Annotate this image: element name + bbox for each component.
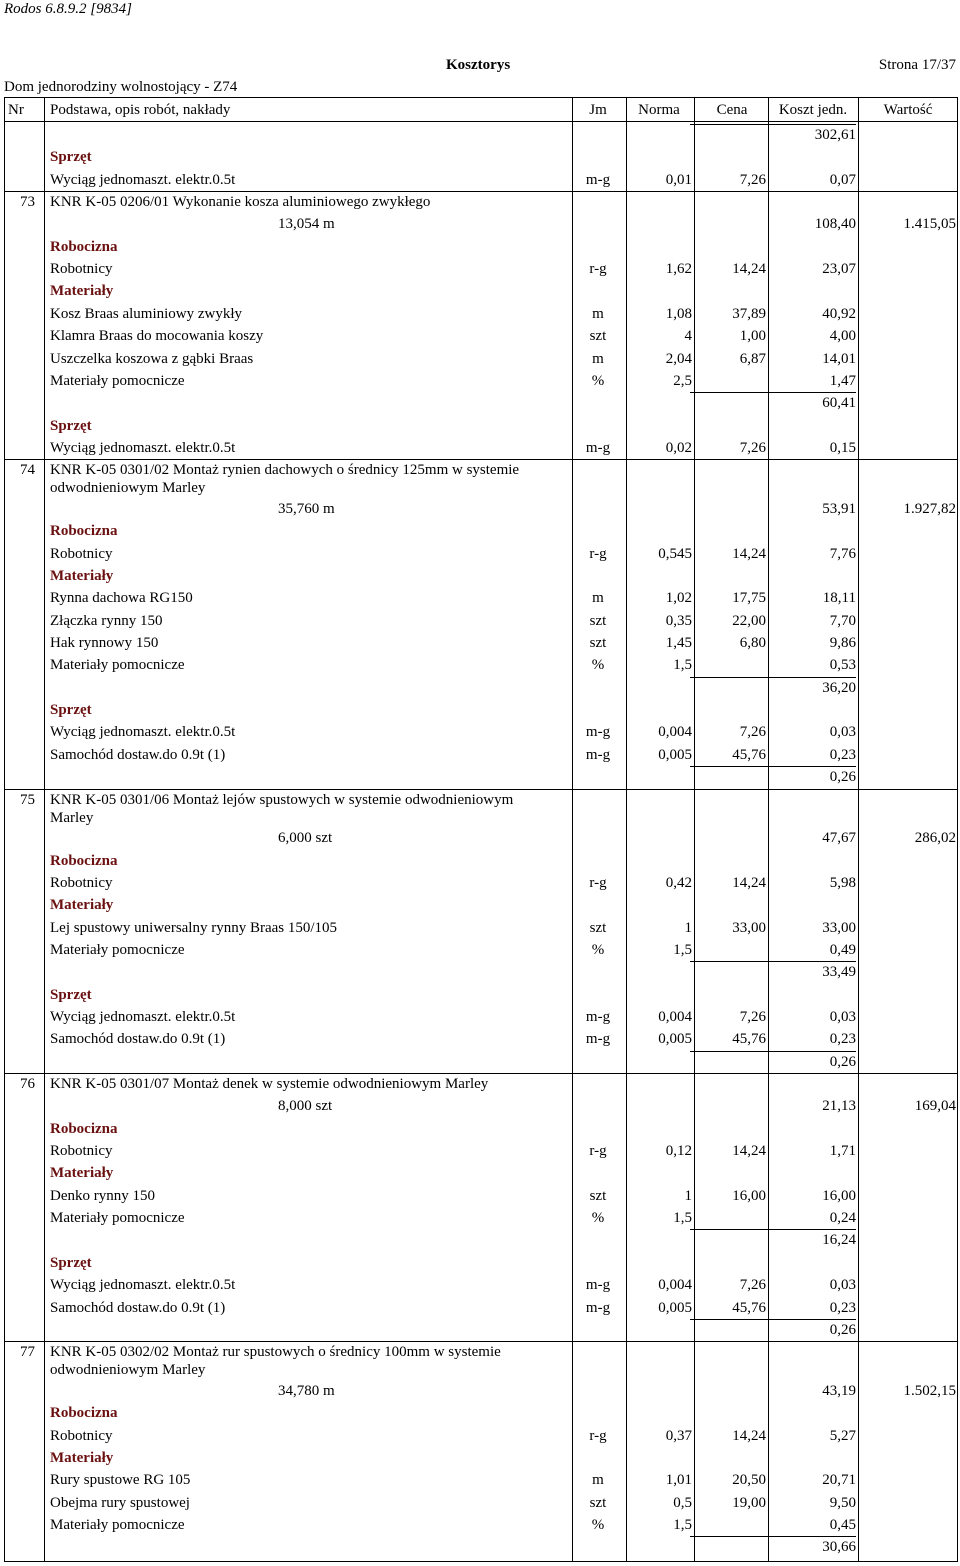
section-label: Robocizna	[50, 1121, 118, 1137]
item-cena: 33,00	[732, 920, 766, 936]
item-desc: Robotnicy	[50, 1143, 113, 1159]
item-cena: 22,00	[732, 613, 766, 629]
item-koszt: 0,03	[829, 724, 856, 740]
table-row	[0, 348, 960, 370]
item-desc: Wyciąg jednomaszt. elektr.0.5t	[50, 1009, 236, 1025]
subtotal-rule	[690, 961, 856, 962]
item-koszt: 0,24	[829, 1210, 856, 1226]
table-row	[0, 1469, 960, 1491]
quantity-row	[0, 1380, 960, 1402]
subtotal-row	[0, 961, 960, 983]
item-jm: m-g	[585, 724, 611, 740]
item-desc: Materiały pomocnicze	[50, 942, 185, 958]
item-koszt: 7,70	[829, 613, 856, 629]
item-jm: m-g	[585, 440, 611, 456]
section-label: Sprzęt	[50, 149, 92, 165]
item-koszt: 5,27	[829, 1428, 856, 1444]
item-norma: 0,005	[658, 1300, 692, 1316]
item-norma: 1,5	[673, 942, 692, 958]
item-jm: %	[591, 373, 605, 389]
section-row	[0, 520, 960, 542]
item-koszt: 18,11	[822, 590, 856, 606]
item-norma: 0,005	[658, 1031, 692, 1047]
item-cena: 20,50	[732, 1472, 766, 1488]
position-desc-cont: odwodnieniowym Marley	[50, 480, 206, 496]
col-norma: Norma	[638, 102, 680, 118]
item-koszt: 0,49	[829, 942, 856, 958]
position-unit-cost: 21,13	[822, 1098, 856, 1114]
item-desc: Wyciąg jednomaszt. elektr.0.5t	[50, 172, 236, 188]
project-name: Dom jednorodziny wolnostojący - Z74	[4, 79, 238, 95]
item-desc: Samochód dostaw.do 0.9t (1)	[50, 1300, 226, 1316]
item-cena: 14,24	[732, 261, 766, 277]
item-desc: Robotnicy	[50, 875, 113, 891]
item-jm: m	[592, 1472, 604, 1488]
position-number: 76	[20, 1076, 35, 1092]
position-rule	[4, 191, 957, 192]
position-number: 73	[20, 194, 35, 210]
item-koszt: 14,01	[822, 351, 856, 367]
item-koszt: 1,71	[829, 1143, 856, 1159]
subtotal-divider	[694, 1319, 695, 1341]
col-koszt: Koszt jedn.	[778, 102, 848, 118]
section-label: Robocizna	[50, 239, 118, 255]
item-cena: 7,26	[739, 1277, 766, 1293]
table-row	[0, 721, 960, 743]
position-desc-cont: Marley	[50, 810, 94, 826]
section-label: Robocizna	[50, 853, 118, 869]
subtotal-row	[0, 677, 960, 699]
item-norma: 0,12	[665, 1143, 692, 1159]
position-unit-cost: 108,40	[814, 216, 856, 232]
item-koszt: 0,03	[829, 1009, 856, 1025]
item-koszt: 0,15	[829, 440, 856, 456]
item-cena: 45,76	[732, 747, 766, 763]
item-jm: r-g	[589, 546, 607, 562]
item-jm: szt	[589, 635, 607, 651]
item-jm: szt	[589, 613, 607, 629]
section-label: Robocizna	[50, 1405, 118, 1421]
subtotal-divider	[694, 392, 695, 414]
table-row	[0, 169, 960, 191]
item-cena: 17,75	[732, 590, 766, 606]
item-koszt: 0,07	[829, 172, 856, 188]
item-norma: 0,004	[658, 724, 692, 740]
position-desc: KNR K-05 0206/01 Wykonanie kosza aluminiowego zwykłego	[50, 194, 431, 210]
subtotal-value: 60,41	[822, 395, 856, 411]
item-desc: Kosz Braas aluminiowy zwykły	[50, 306, 243, 322]
item-cena: 6,87	[739, 351, 766, 367]
item-cena: 14,24	[732, 1428, 766, 1444]
item-jm: %	[591, 1210, 605, 1226]
section-row	[0, 850, 960, 872]
item-desc: Hak rynnowy 150	[50, 635, 159, 651]
item-koszt: 0,23	[829, 1300, 856, 1316]
position-row	[0, 1341, 960, 1378]
item-norma: 2,5	[673, 373, 692, 389]
table-row	[0, 872, 960, 894]
position-rule	[4, 1341, 957, 1342]
section-label: Sprzęt	[50, 987, 92, 1003]
item-cena: 16,00	[732, 1188, 766, 1204]
item-norma: 0,005	[658, 747, 692, 763]
item-jm: r-g	[589, 1428, 607, 1444]
section-label: Materiały	[50, 897, 114, 913]
subtotal-divider	[694, 1229, 695, 1251]
section-label: Materiały	[50, 568, 114, 584]
item-jm: szt	[589, 1495, 607, 1511]
item-desc: Klamra Braas do mocowania koszy	[50, 328, 264, 344]
col-cena: Cena	[716, 102, 748, 118]
item-jm: %	[591, 942, 605, 958]
item-jm: m-g	[585, 1009, 611, 1025]
item-koszt: 7,76	[829, 546, 856, 562]
quantity-row	[0, 827, 960, 849]
item-norma: 1,5	[673, 657, 692, 673]
item-koszt: 0,03	[829, 1277, 856, 1293]
section-row	[0, 1447, 960, 1469]
table-row	[0, 587, 960, 609]
item-jm: m-g	[585, 1277, 611, 1293]
position-quantity: 6,000 szt	[278, 830, 333, 846]
col-wartosc: Wartość	[883, 102, 933, 118]
item-norma: 1	[684, 1188, 692, 1204]
table-row	[0, 744, 960, 766]
item-jm: m-g	[585, 1031, 611, 1047]
item-norma: 0,02	[665, 440, 692, 456]
item-cena: 19,00	[732, 1495, 766, 1511]
section-row	[0, 984, 960, 1006]
item-desc: Rynna dachowa RG150	[50, 590, 193, 606]
position-desc: KNR K-05 0302/02 Montaż rur spustowych o średnicy 100mm w systemie	[50, 1344, 501, 1360]
item-koszt: 9,86	[829, 635, 856, 651]
subtotal-value: 0,26	[829, 1322, 856, 1338]
item-cena: 14,24	[732, 875, 766, 891]
position-value: 1.927,82	[903, 501, 956, 517]
item-cena: 7,26	[739, 440, 766, 456]
position-unit-cost: 43,19	[822, 1383, 856, 1399]
section-row	[0, 146, 960, 168]
subtotal-value: 33,49	[822, 964, 856, 980]
position-number: 75	[20, 792, 35, 808]
item-cena: 6,80	[739, 635, 766, 651]
subtotal-divider	[694, 961, 695, 983]
subtotal-value: 302,61	[814, 127, 856, 143]
item-jm: m	[592, 351, 604, 367]
position-row	[0, 459, 960, 496]
section-row	[0, 280, 960, 302]
item-koszt: 9,50	[829, 1495, 856, 1511]
position-desc: KNR K-05 0301/06 Montaż lejów spustowych w systemie odwodnieniowym	[50, 792, 514, 808]
item-koszt: 16,00	[822, 1188, 856, 1204]
col-nr: Nr	[8, 102, 24, 118]
position-number: 77	[20, 1344, 35, 1360]
app-title: Rodos 6.8.9.2 [9834]	[4, 1, 132, 17]
item-jm: %	[591, 657, 605, 673]
item-norma: 1,62	[665, 261, 692, 277]
position-value: 1.502,15	[903, 1383, 956, 1399]
item-cena: 14,24	[732, 1143, 766, 1159]
item-desc: Rury spustowe RG 105	[50, 1472, 191, 1488]
position-row	[0, 191, 960, 213]
table-row	[0, 1006, 960, 1028]
section-label: Materiały	[50, 1165, 114, 1181]
quantity-row	[0, 213, 960, 235]
table-row	[0, 1297, 960, 1319]
position-row	[0, 1073, 960, 1095]
table-row	[0, 917, 960, 939]
subtotal-divider	[694, 1051, 695, 1073]
position-desc: KNR K-05 0301/07 Montaż denek w systemie odwodnieniowym Marley	[50, 1076, 489, 1092]
table-row	[0, 610, 960, 632]
position-unit-cost: 53,91	[822, 501, 856, 517]
subtotal-rule	[690, 1051, 856, 1052]
subtotal-rule	[690, 392, 856, 393]
table-row	[0, 437, 960, 459]
subtotal-row	[0, 1051, 960, 1073]
subtotal-row	[0, 1536, 960, 1558]
section-row	[0, 565, 960, 587]
item-desc: Materiały pomocnicze	[50, 1517, 185, 1533]
document-title: Kosztorys	[446, 57, 511, 73]
item-desc: Wyciąg jednomaszt. elektr.0.5t	[50, 1277, 236, 1293]
table-row	[0, 1274, 960, 1296]
item-jm: szt	[589, 1188, 607, 1204]
item-cena: 37,89	[732, 306, 766, 322]
item-cena: 7,26	[739, 1009, 766, 1025]
item-jm: szt	[589, 920, 607, 936]
subtotal-divider	[694, 124, 695, 146]
table-row	[0, 1514, 960, 1536]
subtotal-rule	[690, 766, 856, 767]
section-row	[0, 1252, 960, 1274]
position-unit-cost: 47,67	[822, 830, 856, 846]
item-desc: Materiały pomocnicze	[50, 657, 185, 673]
table-row	[0, 1185, 960, 1207]
subtotal-row	[0, 392, 960, 414]
position-value: 169,04	[914, 1098, 956, 1114]
item-jm: m-g	[585, 747, 611, 763]
table-row	[0, 632, 960, 654]
position-rule	[4, 459, 957, 460]
section-row	[0, 699, 960, 721]
subtotal-value: 0,26	[829, 769, 856, 785]
item-koszt: 23,07	[822, 261, 856, 277]
item-cena: 7,26	[739, 724, 766, 740]
table-row	[0, 939, 960, 961]
position-number: 74	[20, 462, 35, 478]
item-desc: Obejma rury spustowej	[50, 1495, 190, 1511]
subtotal-value: 0,26	[829, 1054, 856, 1070]
position-quantity: 35,760 m	[278, 501, 335, 517]
subtotal-rule	[690, 677, 856, 678]
item-norma: 0,42	[665, 875, 692, 891]
table-row	[0, 370, 960, 392]
item-jm: m-g	[585, 1300, 611, 1316]
subtotal-row	[0, 124, 960, 146]
item-koszt: 33,00	[822, 920, 856, 936]
item-jm: r-g	[589, 875, 607, 891]
item-desc: Robotnicy	[50, 1428, 113, 1444]
item-cena: 45,76	[732, 1300, 766, 1316]
item-norma: 4	[684, 328, 692, 344]
subtotal-row	[0, 1229, 960, 1251]
subtotal-rule	[690, 1229, 856, 1230]
item-norma: 0,004	[658, 1277, 692, 1293]
item-koszt: 0,45	[829, 1517, 856, 1533]
item-desc: Materiały pomocnicze	[50, 1210, 185, 1226]
item-koszt: 40,92	[822, 306, 856, 322]
table-row	[0, 1425, 960, 1447]
item-jm: r-g	[589, 1143, 607, 1159]
item-koszt: 0,23	[829, 1031, 856, 1047]
item-jm: szt	[589, 328, 607, 344]
item-cena: 14,24	[732, 546, 766, 562]
subtotal-value: 16,24	[822, 1232, 856, 1248]
position-value: 1.415,05	[903, 216, 956, 232]
item-jm: m	[592, 306, 604, 322]
item-koszt: 4,00	[829, 328, 856, 344]
item-koszt: 1,47	[829, 373, 856, 389]
item-norma: 0,004	[658, 1009, 692, 1025]
item-jm: %	[591, 1517, 605, 1533]
position-desc: KNR K-05 0301/02 Montaż rynien dachowych o średnicy 125mm w systemie	[50, 462, 520, 478]
section-row	[0, 894, 960, 916]
item-norma: 1,08	[665, 306, 692, 322]
table-row	[0, 1028, 960, 1050]
section-label: Sprzęt	[50, 418, 92, 434]
item-desc: Uszczelka koszowa z gąbki Braas	[50, 351, 254, 367]
table-row	[0, 1492, 960, 1514]
item-cena: 45,76	[732, 1031, 766, 1047]
item-jm: r-g	[589, 261, 607, 277]
table-row	[0, 303, 960, 325]
position-rule	[4, 1073, 957, 1074]
position-quantity: 13,054 m	[278, 216, 335, 232]
section-label: Sprzęt	[50, 1255, 92, 1271]
section-label: Materiały	[50, 283, 114, 299]
section-label: Robocizna	[50, 523, 118, 539]
item-cena: 7,26	[739, 172, 766, 188]
item-desc: Robotnicy	[50, 546, 113, 562]
subtotal-value: 36,20	[822, 680, 856, 696]
subtotal-divider	[694, 766, 695, 788]
item-norma: 1,5	[673, 1210, 692, 1226]
item-desc: Materiały pomocnicze	[50, 373, 185, 389]
quantity-row	[0, 1095, 960, 1117]
quantity-row	[0, 498, 960, 520]
item-norma: 0,01	[665, 172, 692, 188]
item-cena: 1,00	[739, 328, 766, 344]
section-row	[0, 1162, 960, 1184]
item-desc: Denko rynny 150	[50, 1188, 155, 1204]
subtotal-value: 30,66	[822, 1539, 856, 1555]
item-jm: m	[592, 590, 604, 606]
item-koszt: 0,23	[829, 747, 856, 763]
item-desc: Samochód dostaw.do 0.9t (1)	[50, 1031, 226, 1047]
table-row	[0, 543, 960, 565]
table-row	[0, 325, 960, 347]
item-desc: Lej spustowy uniwersalny rynny Braas 150/105	[50, 920, 338, 936]
item-desc: Samochód dostaw.do 0.9t (1)	[50, 747, 226, 763]
item-koszt: 0,53	[829, 657, 856, 673]
section-row	[0, 236, 960, 258]
section-row	[0, 1402, 960, 1424]
subtotal-rule	[690, 1319, 856, 1320]
item-norma: 0,37	[665, 1428, 692, 1444]
item-desc: Wyciąg jednomaszt. elektr.0.5t	[50, 440, 236, 456]
position-value: 286,02	[914, 830, 956, 846]
item-norma: 0,545	[658, 546, 692, 562]
subtotal-row	[0, 1319, 960, 1341]
position-row	[0, 789, 960, 826]
section-label: Sprzęt	[50, 702, 92, 718]
item-norma: 1,02	[665, 590, 692, 606]
subtotal-divider	[694, 1536, 695, 1558]
col-jm: Jm	[589, 102, 607, 118]
item-norma: 1,01	[665, 1472, 692, 1488]
section-label: Materiały	[50, 1450, 114, 1466]
page-number: Strona 17/37	[878, 57, 956, 73]
position-quantity: 8,000 szt	[278, 1098, 333, 1114]
section-row	[0, 415, 960, 437]
item-norma: 0,5	[673, 1495, 692, 1511]
subtotal-rule	[690, 124, 856, 125]
table-row	[0, 654, 960, 676]
table-row	[0, 258, 960, 280]
item-norma: 0,35	[665, 613, 692, 629]
col-desc: Podstawa, opis robót, nakłady	[50, 102, 231, 118]
section-row	[0, 1118, 960, 1140]
item-norma: 1,5	[673, 1517, 692, 1533]
item-desc: Robotnicy	[50, 261, 113, 277]
table-row	[0, 1207, 960, 1229]
position-quantity: 34,780 m	[278, 1383, 335, 1399]
table-row	[0, 1140, 960, 1162]
position-desc-cont: odwodnieniowym Marley	[50, 1362, 206, 1378]
subtotal-divider	[694, 677, 695, 699]
item-jm: m-g	[585, 172, 611, 188]
position-rule	[4, 789, 957, 790]
item-norma: 1	[684, 920, 692, 936]
item-koszt: 20,71	[822, 1472, 856, 1488]
subtotal-rule	[690, 1536, 856, 1537]
item-desc: Wyciąg jednomaszt. elektr.0.5t	[50, 724, 236, 740]
item-desc: Złączka rynny 150	[50, 613, 163, 629]
subtotal-row	[0, 766, 960, 788]
item-norma: 2,04	[665, 351, 692, 367]
item-koszt: 5,98	[829, 875, 856, 891]
item-norma: 1,45	[665, 635, 692, 651]
